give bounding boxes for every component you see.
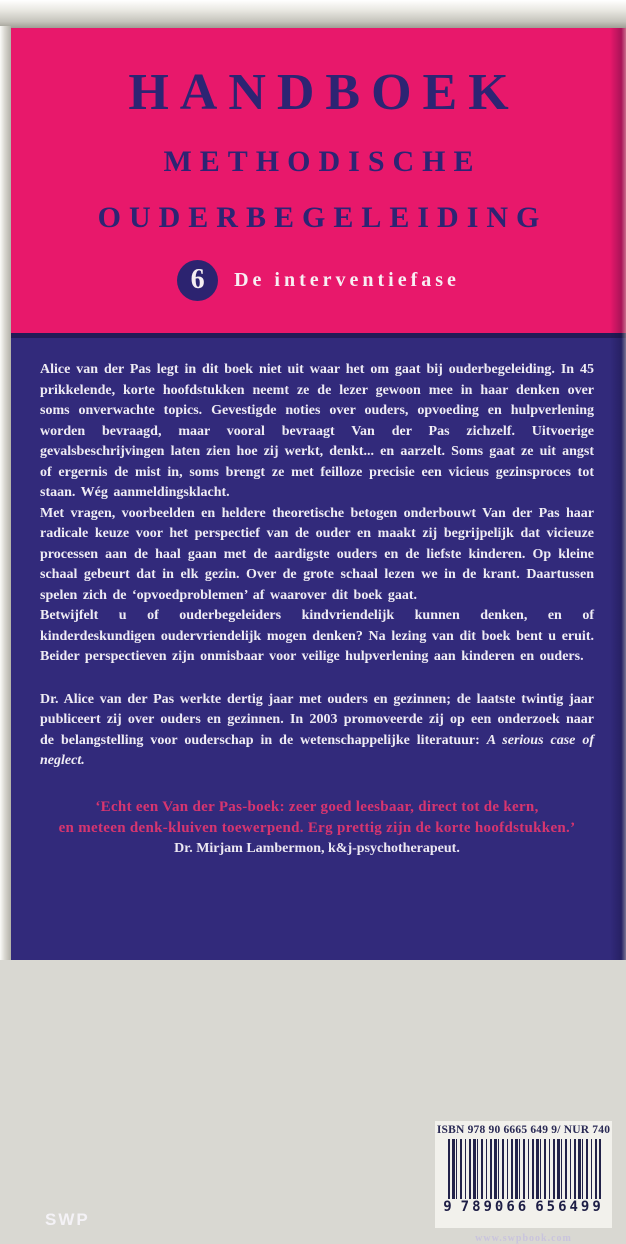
cover-header-section [11, 28, 626, 333]
volume-row [11, 260, 626, 301]
book-subtitle-line1: METHODISCHE [163, 144, 482, 178]
volume-number-badge: 6 [177, 260, 218, 301]
isbn-barcode-box [435, 1121, 612, 1228]
author-bio-book-title: A serious case of neglect. [40, 732, 595, 768]
barcode-digit-group1: 789066 [458, 1199, 533, 1215]
book-pages-left-edge [0, 26, 11, 960]
review-quote-line2: en meteen denk-kluiven toewerpend. Erg prettig zijn de korte hoofdstukken.’ [58, 820, 576, 836]
blurb-paragraph: Alice van der Pas legt in dit boek niet uit waar het om gaat bij ouderbegeleiding. In 45 prikkelende, korte hoofdstukken neemt ze de lezer gewoon mee in haar denken over soms onverwachte topics. Gevestigde noties over ouders, opvoeding en hulpverlening worden bevraagd, maar vooral bevraagt Van der Pas zichzelf. Uitvoerige gevalsbeschrijvingen laten zien hoe zij werkt, denkt... en aarzelt. Soms gaat ze uit angst of ergernis de mist in, soms brengt ze met feilloze precisie een vicieus gezinsproces tot staan. Wég aanmeldingsklacht. [40, 362, 594, 500]
review-quote [40, 797, 594, 840]
publisher-website: www.swpbook.com [475, 1233, 572, 1244]
barcode-digit-lead: 9 [440, 1199, 457, 1215]
barcode-digits [435, 1198, 612, 1216]
blurb-paragraph: Met vragen, voorbeelden en heldere theoretische betogen onderbouwt Van der Pas haar radicale keuze voor het perspectief van de ouder en maakt zij begrijpelijk dat vicieuze processen aan de haal gaan met de aardigste ouders en de liefste kinderen. Op kleine schaal gebeurt dat in elk gezin. Over de grote schaal lezen we in de krant. Daartussen spelen zich de ‘opvoedproblemen’ af waarover dit boek gaat. [40, 505, 594, 603]
blurb [40, 360, 594, 668]
volume-title: De interventiefase [234, 268, 460, 291]
author-bio-text: Dr. Alice van der Pas werkte dertig jaar met ouders en gezinnen; de laatste twintig jaar publiceert zij over ouders en gezinnen. In 2003 promoveerde zij op een onderzoek naar de belangstelling voor ouderschap in de wetenschappelijke literatuur: [40, 691, 594, 748]
book-subtitle-line2: OUDERBEGELEIDING [97, 200, 548, 234]
ean-barcode [448, 1139, 601, 1207]
book-title: HANDBOEK [128, 64, 520, 121]
review-quote-line1: ‘Echt een Van der Pas-boek: zeer goed leesbaar, direct tot de kern, [95, 798, 539, 815]
publisher-logo: SWP [45, 1210, 90, 1229]
barcode-digit-group2: 656499 [532, 1199, 607, 1215]
blurb-paragraph: Betwijfelt u of ouderbegeleiders kindvriendelijk kunnen denken, en of kinderdeskundigen oudervriendelijk mogen denken? Na lezing van dit boek bent u eruit. Beider perspectieven zijn onmisbaar voor veilige hulpverlening aan kinderen en ouders. [40, 608, 594, 664]
review-attribution: Dr. Mirjam Lambermon, k&j-psychotherapeut. [174, 840, 460, 856]
author-bio [40, 690, 594, 772]
isbn-number: ISBN 978 90 6665 649 9/ NUR 740 [436, 1124, 611, 1136]
back-cover [11, 28, 626, 1244]
cover-body-section [11, 333, 626, 1244]
book-pages-top-edge [0, 0, 626, 29]
